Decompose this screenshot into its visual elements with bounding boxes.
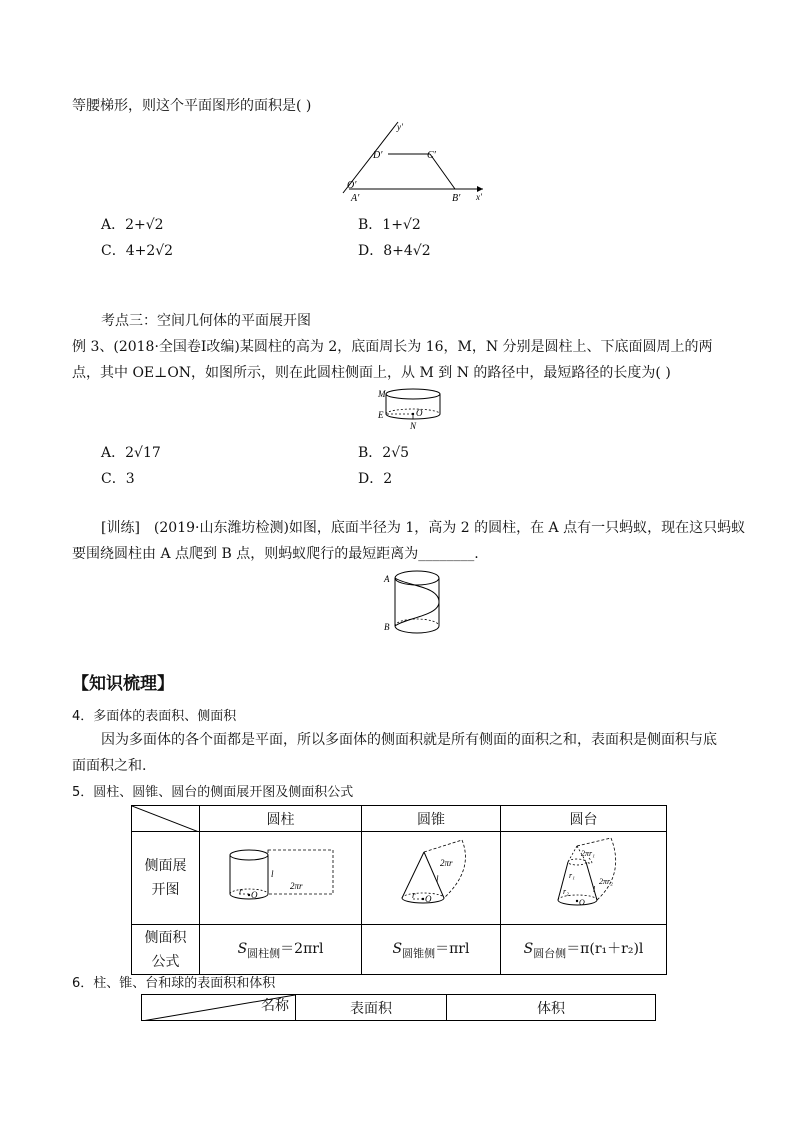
cone-formula: $S_{圆锥侧}=\pi rl$	[362, 925, 501, 975]
label-a: A′	[351, 193, 360, 204]
svg-text:2πr₁: 2πr₁	[581, 849, 595, 858]
svg-text:r: r	[412, 890, 416, 900]
option-a2: A．2√17	[101, 445, 161, 461]
surface-volume-table	[141, 994, 656, 1021]
item4-title: 4．多面体的表面积、侧面积	[72, 709, 237, 724]
option-d: D．8+4√2	[358, 243, 431, 259]
svg-text:O: O	[251, 890, 258, 900]
svg-text:l: l	[271, 869, 274, 879]
svg-text:r: r	[239, 886, 243, 896]
cylinder-unfold-figure	[200, 832, 361, 920]
label-d: D′	[373, 150, 383, 161]
item4-line-2: 面面积之和.	[72, 758, 147, 774]
name-header-cell	[142, 995, 296, 1021]
frustum-unfold-figure	[501, 832, 666, 920]
cylinder-unfold-cell	[200, 832, 362, 925]
option-b: B．1+√2	[358, 217, 421, 233]
col-cylinder: 圆柱	[200, 806, 362, 832]
option-d2: D．2	[358, 471, 393, 487]
cone-unfold-cell	[362, 832, 501, 925]
label-b3: B	[384, 622, 390, 632]
svg-text:2πr₂: 2πr₂	[599, 877, 613, 886]
label-o: O′	[347, 180, 357, 191]
label-m: M	[378, 389, 386, 399]
svg-text:2πr: 2πr	[440, 858, 453, 868]
label-y: y′	[397, 122, 403, 132]
name-header: 名称	[261, 997, 289, 1014]
cone-unfold-figure	[362, 832, 500, 920]
option-a: A．2+√2	[101, 217, 164, 233]
label-x: x′	[476, 192, 482, 202]
svg-text:l: l	[436, 874, 439, 884]
cylinder-figure	[376, 382, 446, 434]
svg-text:r₂: r₂	[563, 887, 569, 896]
option-c: C．4+2√2	[101, 243, 174, 259]
row-header-unfold: 侧面展 开图	[132, 832, 200, 925]
lateral-area-table	[131, 805, 667, 975]
svg-text:O: O	[425, 894, 432, 904]
example-line-2: 点，其中 OE⊥ON，如图所示，则在此圆柱侧面上，从 M 到 N 的路径中，最短路径的长度为( )	[72, 365, 671, 381]
col-frustum: 圆台	[501, 806, 667, 832]
row-header-formula: 侧面积 公式	[132, 925, 200, 975]
corner-cell	[132, 806, 200, 832]
label-b: B′	[452, 193, 461, 204]
training-line-1: [训练] (2019·山东潍坊检测)如图，底面半径为 1，高为 2 的圆柱，在 A 点有一只蚂蚁，现在这只蚂蚁	[101, 520, 746, 536]
cylinder-formula: $S_{圆柱侧}=2\pi rl$	[200, 925, 362, 975]
frustum-unfold-cell	[501, 832, 667, 925]
col-cone: 圆锥	[362, 806, 501, 832]
option-b2: B．2√5	[358, 445, 410, 461]
label-n: N	[410, 421, 417, 431]
training-line-2: 要围绕圆柱由 A 点爬到 B 点，则蚂蚁爬行的最短距离为________.	[72, 546, 479, 562]
item6-title: 6．柱、锥、台和球的表面积和体积	[72, 976, 276, 991]
svg-text:l: l	[593, 885, 596, 894]
item4-line-1: 因为多面体的各个面都是平面，所以多面体的侧面积就是所有侧面的面积之和，表面积是侧面积与底	[101, 732, 717, 748]
example-line-1: 例 3、(2018·全国卷Ⅰ改编)某圆柱的高为 2，底面周长为 16，M，N 分别是圆柱上、下底面圆周上的两	[72, 339, 713, 355]
volume-header: 体积	[447, 995, 656, 1021]
knowledge-heading: 【知识梳理】	[72, 674, 174, 694]
frustum-formula: $S_{圆台侧}=\pi(r_1+r_2)l$	[501, 925, 667, 975]
item5-title: 5．圆柱、圆锥、圆台的侧面展开图及侧面积公式	[72, 785, 354, 800]
svg-text:2πr: 2πr	[290, 881, 303, 891]
label-e: E	[378, 410, 384, 420]
label-a3: A	[384, 574, 390, 584]
label-c: C′	[427, 150, 436, 161]
svg-text:r₁: r₁	[569, 871, 575, 880]
svg-text:O: O	[579, 898, 585, 907]
option-c2: C．3	[101, 471, 135, 487]
surface-header: 表面积	[296, 995, 447, 1021]
section-title: 考点三：空间几何体的平面展开图	[101, 313, 311, 329]
trapezoid-question: 等腰梯形，则这个平面图形的面积是( )	[72, 98, 312, 114]
spiral-cylinder-figure	[377, 566, 447, 636]
trapezoid-figure	[335, 118, 495, 208]
label-o2: O	[416, 408, 423, 418]
